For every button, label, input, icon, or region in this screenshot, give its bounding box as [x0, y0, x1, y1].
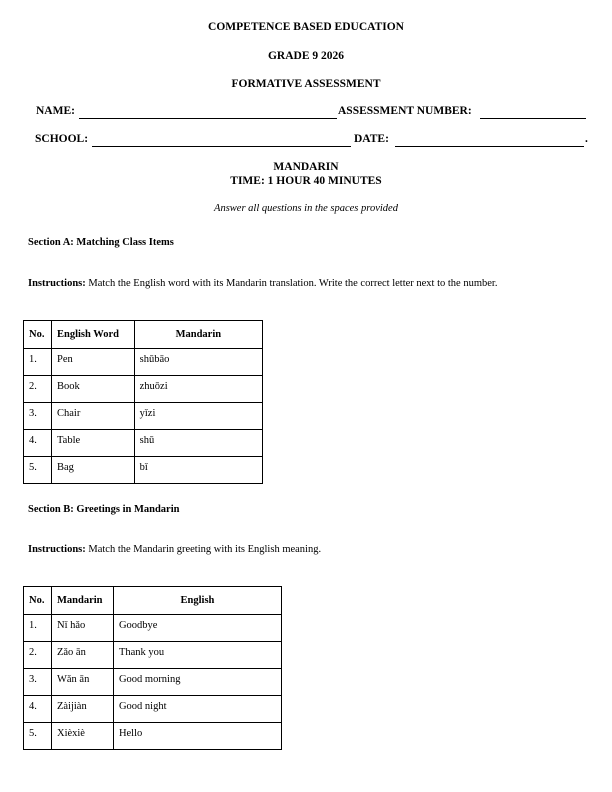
assessment-number-field[interactable] [480, 118, 586, 119]
time-allowed: TIME: 1 HOUR 40 MINUTES [230, 175, 382, 187]
column-header: Mandarin [134, 321, 262, 349]
column-header: No. [24, 587, 52, 615]
date-field[interactable] [395, 146, 584, 147]
row-number: 3. [24, 403, 52, 430]
table-row [24, 696, 282, 723]
instruction-text: Match the Mandarin greeting with its English meaning. [85, 544, 322, 555]
table-header-row [24, 321, 263, 349]
table-header-row [24, 587, 282, 615]
mandarin-cell: shūbāo [134, 349, 262, 376]
table-row [24, 349, 263, 376]
column-header: Mandarin [51, 587, 113, 615]
instruction-label: Instructions: [28, 544, 86, 555]
general-instruction: Answer all questions in the spaces provided [214, 203, 398, 214]
table-row [24, 430, 263, 457]
row-number: 3. [24, 669, 52, 696]
table-row [24, 457, 263, 484]
english-word-cell: Chair [51, 403, 134, 430]
english-cell: Good morning [113, 669, 281, 696]
header-grade: GRADE 9 2026 [267, 50, 345, 62]
row-number: 4. [24, 430, 52, 457]
row-number: 5. [24, 723, 52, 750]
assessment-number-label: ASSESSMENT NUMBER: [338, 105, 472, 117]
name-field[interactable] [79, 118, 337, 119]
date-label: DATE: [354, 133, 389, 145]
section-b-table [23, 586, 282, 750]
section-b-title: Section B: Greetings in Mandarin [28, 504, 180, 515]
english-word-cell: Pen [51, 349, 134, 376]
column-header: English Word [51, 321, 134, 349]
english-word-cell: Table [51, 430, 134, 457]
mandarin-cell: yǐzi [134, 403, 262, 430]
column-header: No. [24, 321, 52, 349]
date-end-period: . [585, 133, 588, 145]
mandarin-cell: shū [134, 430, 262, 457]
mandarin-cell: bǐ [134, 457, 262, 484]
instruction-label: Instructions: [28, 278, 86, 289]
english-word-cell: Bag [51, 457, 134, 484]
mandarin-cell: Wǎn ān [51, 669, 113, 696]
english-word-cell: Book [51, 376, 134, 403]
table-row [24, 376, 263, 403]
name-label: NAME: [36, 105, 75, 117]
section-a-instruction [28, 278, 497, 289]
mandarin-cell: Zǎo ān [51, 642, 113, 669]
column-header: English [113, 587, 281, 615]
english-cell: Thank you [113, 642, 281, 669]
school-label: SCHOOL: [35, 133, 89, 145]
table-row [24, 669, 282, 696]
table-row [24, 615, 282, 642]
row-number: 2. [24, 642, 52, 669]
section-b-instruction [28, 544, 321, 555]
mandarin-cell: Zàijiàn [51, 696, 113, 723]
school-field[interactable] [92, 146, 351, 147]
row-number: 4. [24, 696, 52, 723]
row-number: 5. [24, 457, 52, 484]
table-row [24, 642, 282, 669]
english-cell: Goodbye [113, 615, 281, 642]
section-a-title: Section A: Matching Class Items [28, 237, 174, 248]
mandarin-cell: Xièxiè [51, 723, 113, 750]
english-cell: Hello [113, 723, 281, 750]
instruction-text: Match the English word with its Mandarin translation. Write the correct letter next to the number. [85, 278, 498, 289]
header-assessment: FORMATIVE ASSESSMENT [231, 78, 381, 90]
header-title: COMPETENCE BASED EDUCATION [208, 21, 404, 33]
table-row [24, 723, 282, 750]
subject-title: MANDARIN [273, 161, 339, 173]
english-cell: Good night [113, 696, 281, 723]
mandarin-cell: zhuōzi [134, 376, 262, 403]
row-number: 2. [24, 376, 52, 403]
section-a-table [23, 320, 263, 484]
table-row [24, 403, 263, 430]
row-number: 1. [24, 615, 52, 642]
row-number: 1. [24, 349, 52, 376]
mandarin-cell: Nǐ hǎo [51, 615, 113, 642]
